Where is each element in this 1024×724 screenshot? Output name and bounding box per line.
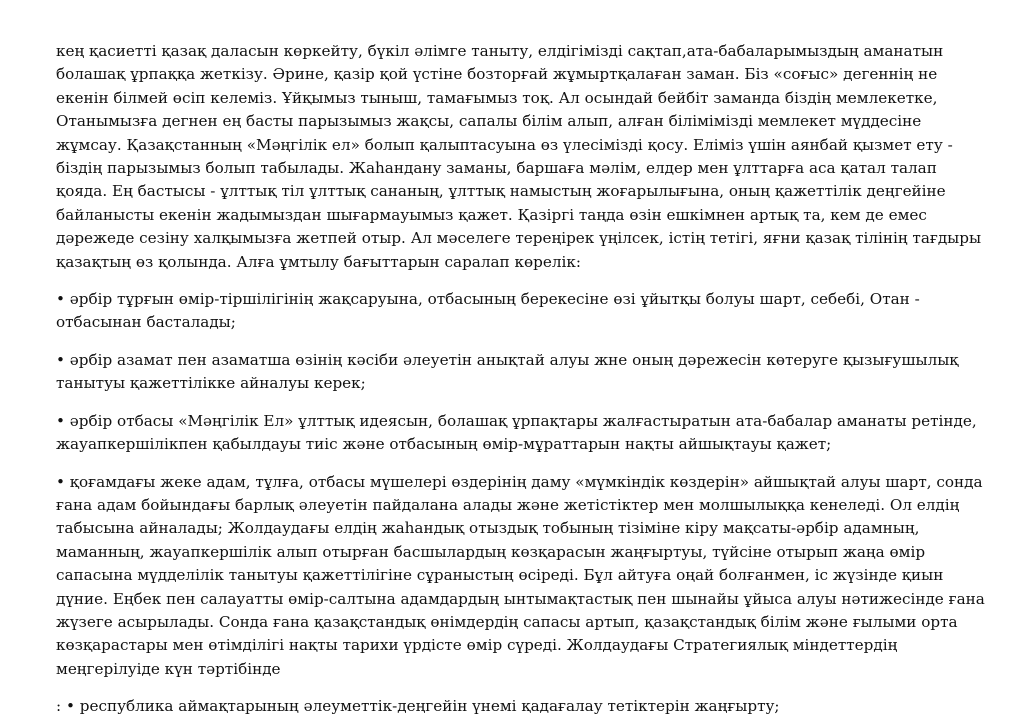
bullet-item-citizen: • әрбір азамат пен азаматша өзінің кәсіби әлеуетін анықтай алуы жне оның дәрежесін көтеруге қызығушылық танытуы қажеттілікке айналуы керек; [56, 350, 959, 393]
paragraph-intro: кең қасиетті қазақ даласын көркейту, бүкіл әлімге таныту, елдігімізді сақтап,ата-бабаларымыздың аманатын болашақ ұрпаққа жеткізу. Әрине, қазір қой үстіне бозторғай жұмыртқалаған заман. Біз «соғыс» дегеннің не екенін білмей өсіп келеміз. Ұйқымыз тыныш, тамағымыз тоқ. Ал осындай бейбіт заманда біздің мемлекетке, Отанымызға дегнен ең басты парызымыз жақсы, сапалы білім алып, алған білімімізді мемлекет мүддесіне жұмсау. Қазақстанның «Мәңгілік ел» болып қалыптасуына өз үлесімізді қосу. Еліміз үшін аянбай қызмет ету - біздің парызымыз болып табылады. Жаһандану заманы, баршаға мәлім, елдер мен ұлттарға аса қатал талап қояда. Ең бастысы - ұлттық тіл ұлттық сананың, ұлттық намыстың жоғарылығына, оның қажеттілік деңгейіне байланысты екенін жадымыздан шығармауымыз қажет. Қазіргі таңда өзін ешкімнен артық та, кем де емес дәрежеде сезіну халқымызға жетпей отыр. Ал мәселеге тереңірек үңілсек, істің тетігі, яғни қазақ тілінің тағдыры қазақтың өз қолында. Алға ұмтылу бағыттарын саралап көрелік: [56, 42, 982, 271]
bullet-item-resident: • әрбір тұрғын өмір-тіршілігінің жақсаруына, отбасының берекесіне өзі ұйытқы болуы шарт, себебі, Отан - отбасынан басталады; [56, 290, 920, 332]
document-page [56, 40, 986, 719]
bullet-item-family: • әрбір отбасы «Мәңгілік Ел» ұлттық идеясын, болашақ ұрпақтары жалғастыратын ата-бабалар аманаты ретінде, жауапкершілікпен қабылдауы тиіс және отбасының өмір-мұраттарын нақты айшықтауы қажет; [56, 411, 977, 454]
bullet-item-regions: : • республика аймақтарының әлеуметтік-деңгейін үнемі қадағалау тетіктерін жаңғырту; [56, 697, 780, 716]
bullet-item-society: • қоғамдағы жеке адам, тұлға, отбасы мүшелері өздерінің даму «мүмкіндік көздерін» айшықтай алуы шарт, сонда ғана адам бойындағы барлық әлеуетін пайдалана алады және жетістіктер мен молшылыққа кенеледі. Ол елдің табысына айналады; Жолдаудағы елдің жаһандық отыздық тобының тізіміне кіру мақсаты-әрбір адамның, маманның, жауапкершілік алып отырған басшылардың көзқарасын жаңғыртуы, түйсіне отырып жаңа өмір сапасына мүдделілік танытуы қажеттілігіне сұраныстың өсіреді. Бұл айтуға оңай болғанмен, іс жүзінде қиын дүние. Еңбек пен салауатты өмір-салтына адамдардың ынтымақтастық пен шынайы ұйыса алуы нәтижесінде ғана жүзеге асырылады. Сонда ғана қазақстандық өнімдердің сапасы артып, қазақстандық білім және ғылыми орта көзқарастары мен өтімділігі нақты тарихи үрдісте өмір сүреді. Жолдаудағы Стратегиялық міндеттердің меңгерілуіде күн тәртібінде [56, 472, 985, 678]
